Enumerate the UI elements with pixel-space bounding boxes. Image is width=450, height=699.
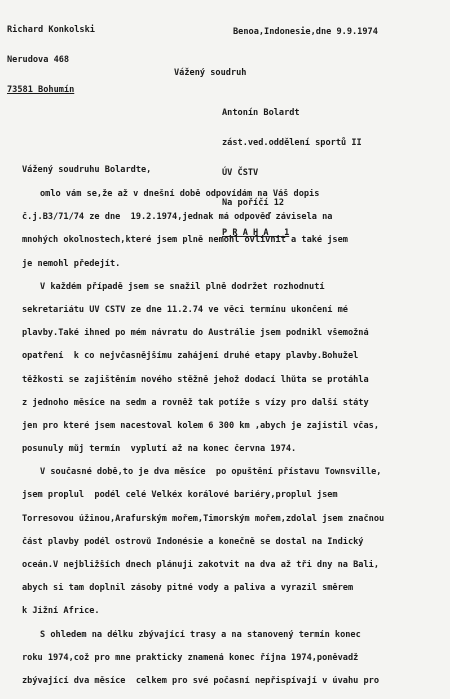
body-line: V současné době,to je dva měsíce po opuštění přístavu Townsville, bbox=[40, 467, 382, 478]
body-line: k Jižní Africe. bbox=[22, 606, 100, 617]
body-line: část plavby podél ostrovů Indonésie a konečně se dostal na Indický bbox=[22, 536, 364, 547]
body-line: je nemohl předejít. bbox=[22, 258, 121, 269]
body-line: zbývající dva měsíce celkem pro své počasní nepřispívají v úvahu pro bbox=[22, 675, 379, 686]
body-line: opatření k co nejvčasnějšímu zahájení druhé etapy plavby.Bohužel bbox=[22, 351, 359, 362]
body-line: S ohledem na délku zbývající trasy a na stanovený termín konec bbox=[40, 629, 361, 640]
body-line: roku 1974,což pro mne prakticky znamená konec října 1974,poněvadž bbox=[22, 652, 359, 663]
body-line: posunuly můj termín vyplutí až na konec června 1974. bbox=[22, 444, 297, 455]
salutation-heading: Vážený soudruh bbox=[174, 68, 247, 78]
body-line: plavby.Také ihned po mém návratu do Austrálie jsem podnikl všemožná bbox=[22, 328, 369, 339]
body-line: oceán.V nejbližších dnech plánuji zakotvit na dva až tři dny na Bali, bbox=[22, 560, 379, 570]
body-line: mnohých okolnostech,které jsem plně nemohl ovlivnit a také jsem bbox=[22, 235, 348, 246]
body-line: abych si tam doplnil zásoby pitné vody a paliva a vyrazil směrem bbox=[22, 583, 354, 594]
recipient-city: P R A H A 1 bbox=[222, 228, 290, 238]
place-date: Benoa,Indonesie,dne 9.9.1974 bbox=[233, 27, 378, 37]
recipient-role: zást.ved.oddělení sportů II bbox=[222, 138, 362, 148]
body-line: omlo vám se,že až v dnešní době odpovídám na Váš dopis bbox=[40, 189, 320, 199]
body-line: Torresovou úžinou,Arafurským mořem,Timorským mořem,zdolal jsem značnou bbox=[22, 513, 385, 524]
body-line: jsem proplul podél celé Velkéx korálové bariéry,proplul jsem bbox=[22, 490, 338, 501]
sender-city: 73581 Bohumín bbox=[7, 85, 75, 95]
body-line: z jednoho měsíce na sedm a rovněž tak potíže s vízy pro další státy bbox=[22, 397, 369, 408]
recipient-name: Antonín Bolardt bbox=[222, 108, 300, 118]
sender-address bbox=[7, 5, 95, 115]
sender-street: Nerudova 468 bbox=[7, 55, 70, 65]
sender-name: Richard Konkolski bbox=[7, 25, 95, 35]
body-line: sekretariátu ÚV ČSTV ze dne 11.2.74 ve věci termínu ukončení mé bbox=[22, 304, 348, 315]
body-line: V každém případě jsem se snažil plně dodržet rozhodnutí bbox=[40, 281, 325, 292]
body-line: těžkosti se zajištěním nového stěžně jehož dodací lhůta se protáhla bbox=[22, 374, 369, 385]
body-line: jen pro které jsem nacestoval kolem 6 300 km ,abych je zajistil včas, bbox=[22, 420, 379, 431]
recipient-org: ÚV ČSTV bbox=[222, 168, 259, 178]
greeting: Vážený soudruhu Bolardte, bbox=[22, 165, 152, 175]
letter-body bbox=[22, 189, 446, 699]
body-line: č.j.B3/71/74 ze dne 19.2.1974,jednak má odpověď závisela na bbox=[22, 212, 333, 223]
recipient-street: Na poříčí 12 bbox=[222, 198, 285, 208]
